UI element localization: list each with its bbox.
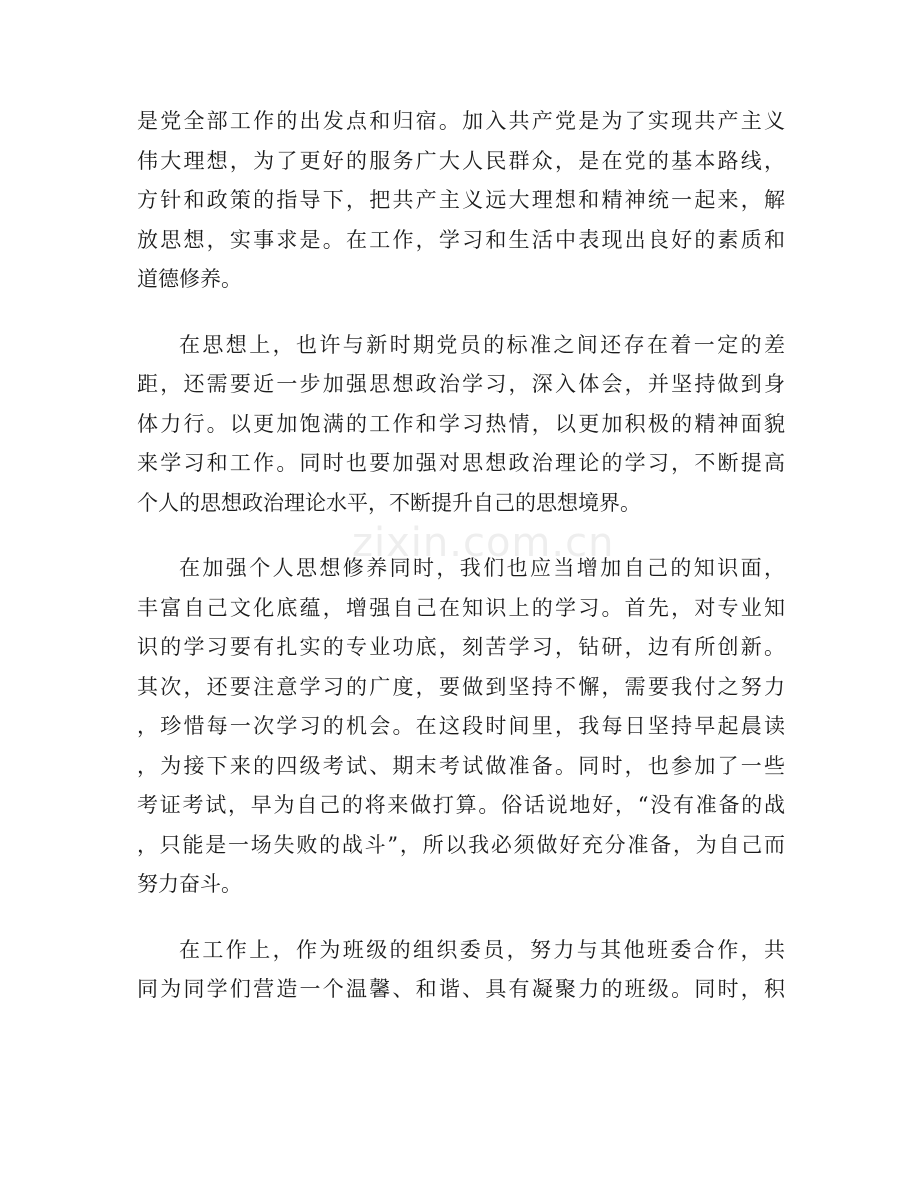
text-line: 考证考试，早为自己的将来做打算。俗话说地好，“没有准备的战 — [137, 793, 785, 817]
text-line: 在思想上，也许与新时期党员的标准之间还存在着一定的差 — [179, 332, 785, 357]
text-line: 同为同学们营造一个温馨、和谐、具有凝聚力的班级。同时，积 — [137, 977, 785, 1001]
text-line: 放思想，实事求是。在工作，学习和生活中表现出良好的素质和 — [137, 227, 785, 252]
text-line: 努力奋斗。 — [137, 872, 242, 896]
text-line: 伟大理想，为了更好的服务广大人民群众，是在党的基本路线， — [137, 148, 785, 173]
text-line: 体力行。以更加饱满的工作和学习热情，以更加积极的精神面貌 — [137, 411, 785, 436]
text-line: 距，还需要近一步加强思想政治学习，深入体会，并坚持做到身 — [137, 372, 785, 396]
document-body — [137, 102, 785, 1036]
text-line: 个人的思想政治理论水平，不断提升自己的思想境界。 — [137, 490, 641, 515]
text-line: 道德修养。 — [137, 267, 242, 291]
paragraph-3 — [137, 549, 785, 905]
paragraph-1 — [137, 102, 785, 300]
text-line: ，珍惜每一次学习的机会。在这段时间里，我每日坚持早起晨读 — [137, 714, 785, 738]
text-line: 来学习和工作。同时也要加强对思想政治理论的学习，不断提高 — [137, 451, 785, 475]
text-line: 其次，还要注意学习的广度，要做到坚持不懈，需要我付之努力 — [137, 674, 785, 699]
text-line: ，为接下来的四级考试、期末考试做准备。同时，也参加了一些 — [137, 753, 785, 778]
text-line: 方针和政策的指导下，把共产主义远大理想和精神统一起来，解 — [137, 188, 785, 212]
text-line: 是党全部工作的出发点和归宿。加入共产党是为了实现共产主义 — [137, 109, 785, 133]
paragraph-4 — [137, 931, 785, 1010]
text-line: ，只能是一场失败的战斗”，所以我必须做好充分准备，为自己而 — [137, 832, 785, 857]
text-line: 在加强个人思想修养同时，我们也应当增加自己的知识面， — [179, 556, 785, 580]
text-line: 在工作上，作为班级的组织委员，努力与其他班委合作，共 — [179, 937, 785, 962]
text-line: 识的学习要有扎实的专业功底，刻苦学习，钻研，边有所创新。 — [137, 635, 785, 659]
paragraph-2 — [137, 326, 785, 524]
watermark: zixin.com.cn — [352, 520, 615, 566]
text-line: 丰富自己文化底蕴，增强自己在知识上的学习。首先，对专业知 — [137, 595, 785, 620]
